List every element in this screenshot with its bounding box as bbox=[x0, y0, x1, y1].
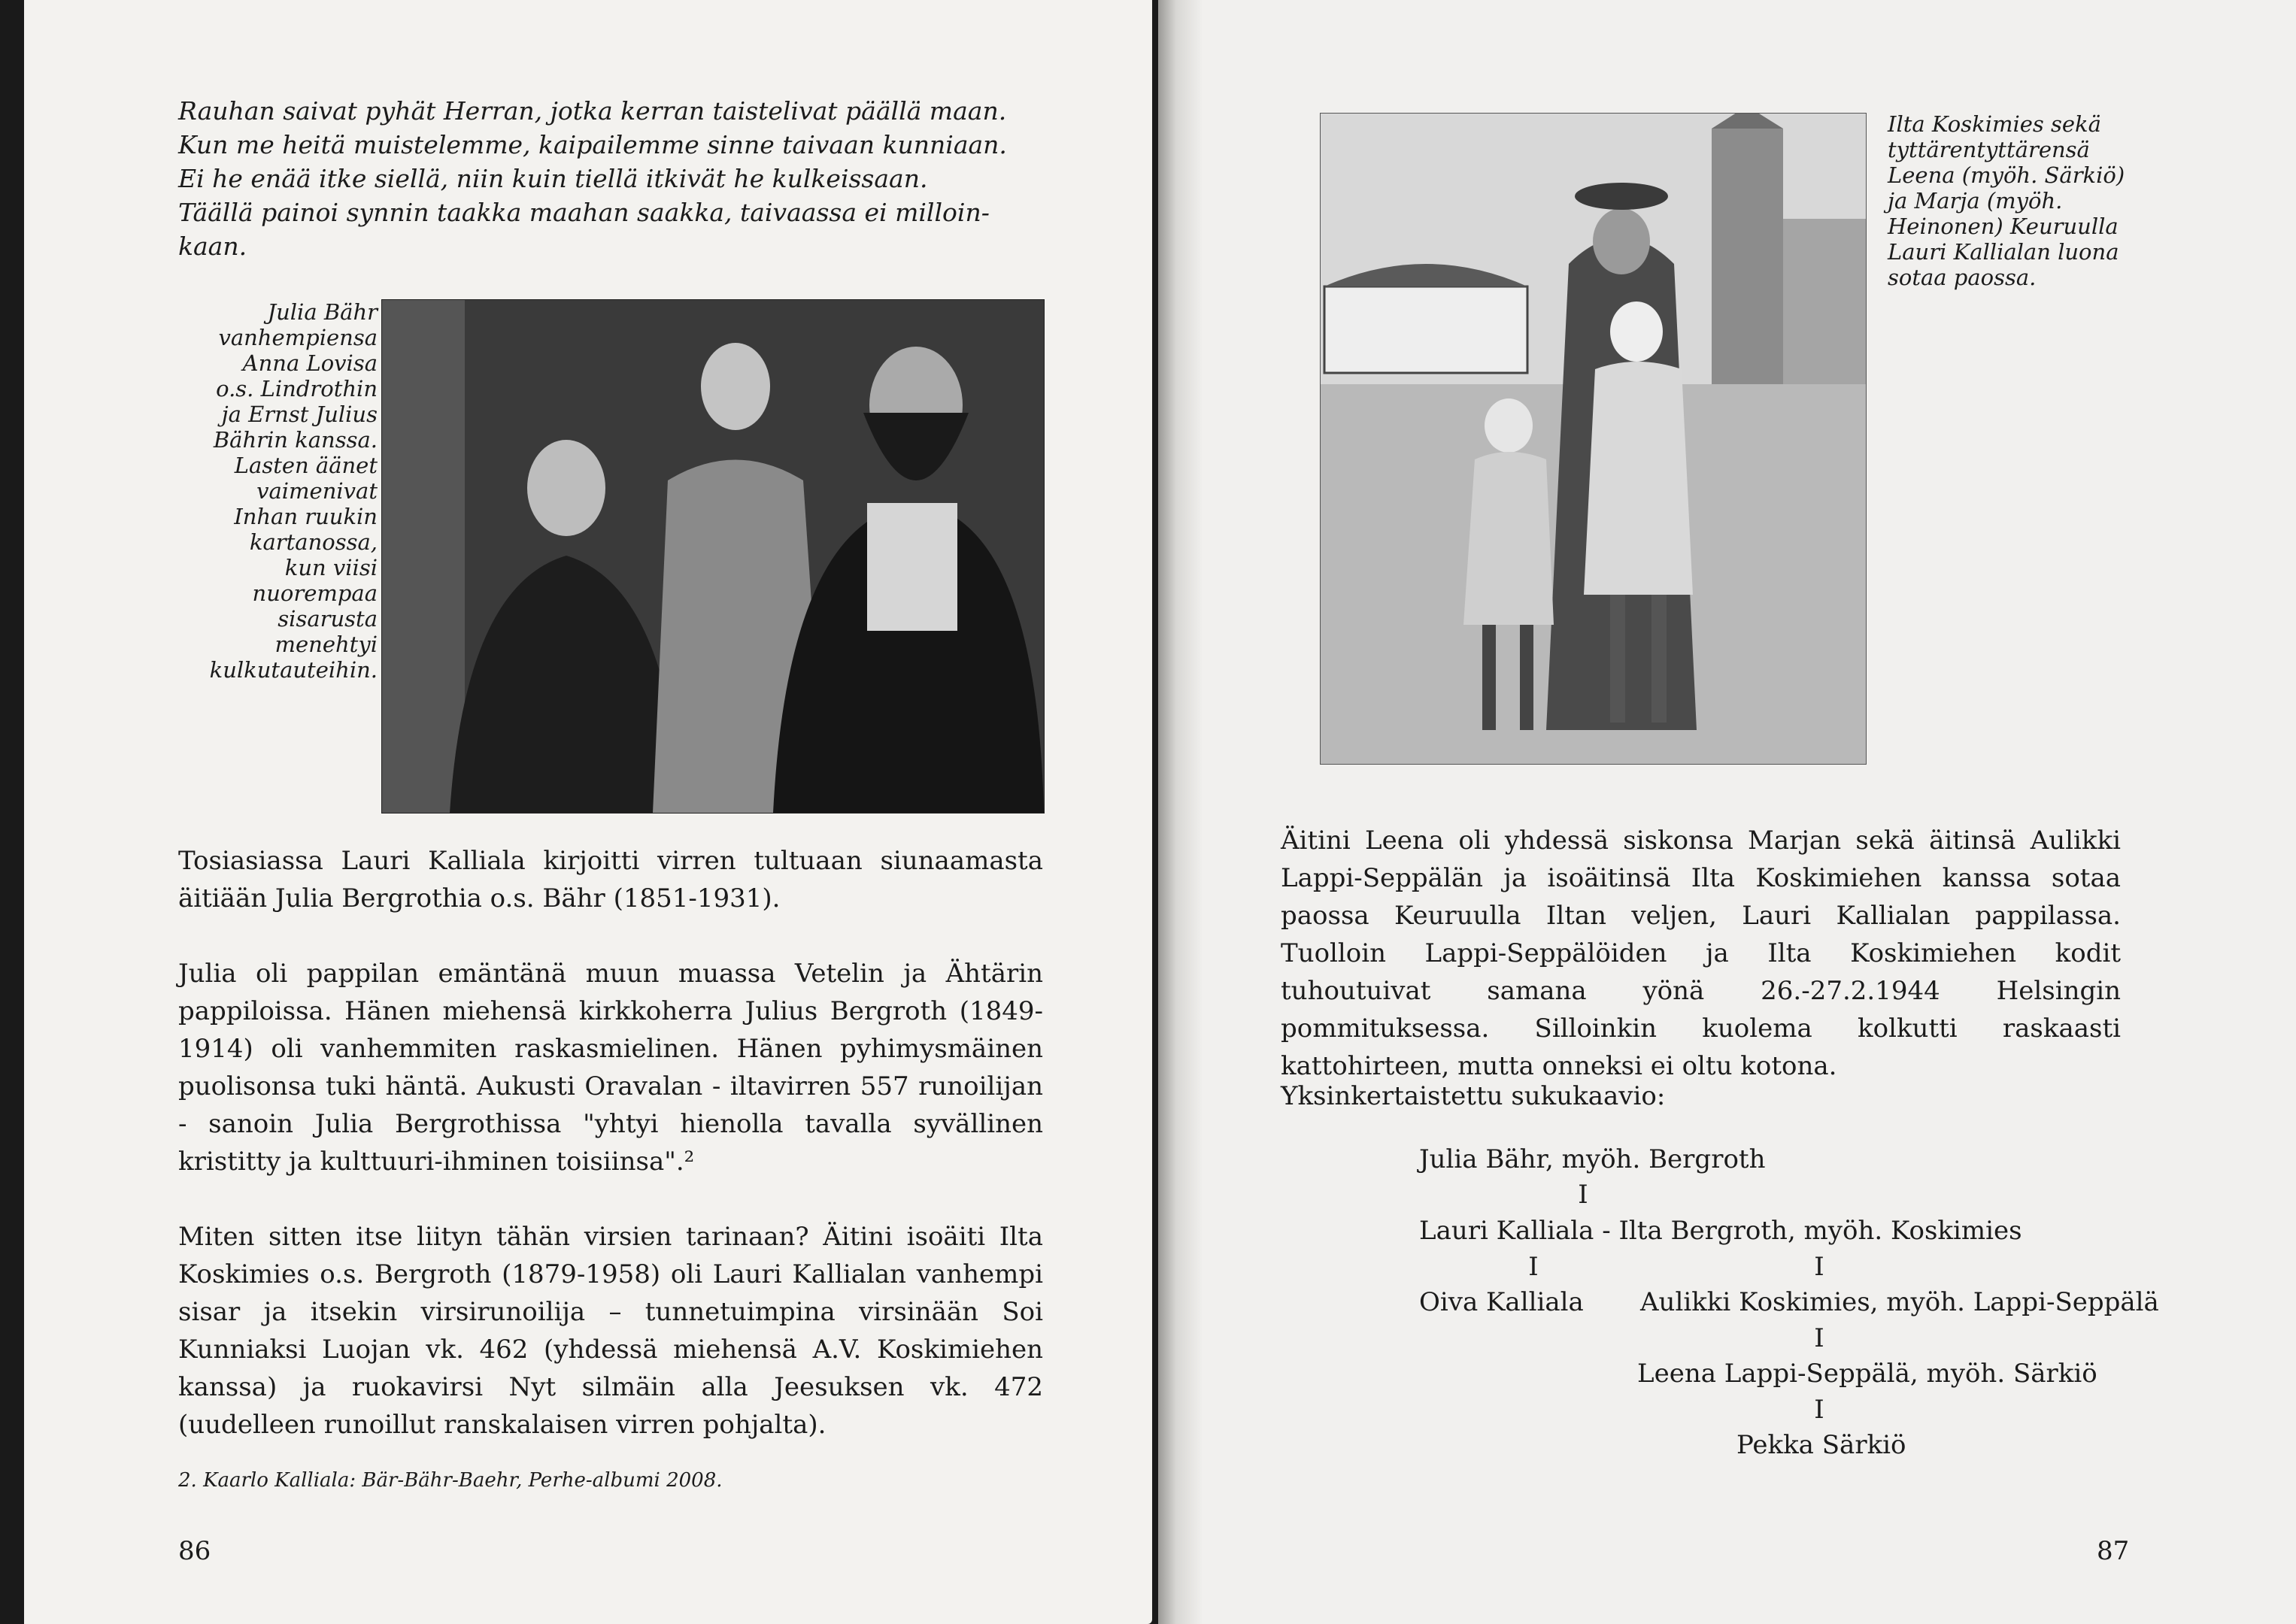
tree-connector: I bbox=[1578, 1180, 1588, 1210]
hymn-verse bbox=[178, 94, 1043, 263]
paragraph: Tosiasiassa Lauri Kalliala kirjoitti virren tultuaan siunaamasta äitiään Julia Bergrothia o.s. Bähr (1851-1931). bbox=[178, 846, 1043, 914]
right-page bbox=[1158, 0, 2296, 1624]
caption-line: Leena (myöh. Särkiö) bbox=[1888, 162, 2125, 188]
page-number: 87 bbox=[2097, 1536, 2130, 1566]
caption-line: Inhan ruukin bbox=[234, 504, 378, 529]
tree-connector: I bbox=[1528, 1252, 1539, 1282]
caption-line: nuorempaa bbox=[252, 580, 378, 606]
tree-gen5: Pekka Särkiö bbox=[1736, 1430, 1906, 1460]
verse-line: Ei he enää itke siellä, niin kuin tiellä itkivät he kulkeissaan. bbox=[178, 164, 928, 193]
caption-line: vaimenivat bbox=[256, 478, 378, 504]
left-body-text bbox=[178, 842, 1043, 1481]
tree-gen3-right: Aulikki Koskimies, myöh. Lappi-Seppälä bbox=[1640, 1287, 2159, 1317]
caption-line: vanhempiensa bbox=[218, 325, 378, 350]
caption-line: Ilta Koskimies sekä bbox=[1888, 111, 2101, 137]
paragraph: Äitini Leena oli yhdessä siskonsa Marjan sekä äitinsä Aulikki Lappi-Seppälän ja isoäitinsä Ilta Koskimiehen kanssa sotaa paossa Keuruulla Iltan veljen, Lauri Kallialan pappilassa. Tuolloin Lappi-Seppälöiden ja Ilta Koskimiehen kodit tuhoutuivat samana yönä 26.-27.2.1944 Helsingin pommituksessa. Silloinkin kuolema kolkutti raskaasti kattohirteen, mutta onneksi ei oltu kotona. bbox=[1281, 826, 2121, 1081]
tree-connector: I bbox=[1814, 1323, 1824, 1353]
caption-line: Julia Bähr bbox=[267, 299, 378, 325]
caption-line: Lasten äänet bbox=[234, 453, 378, 478]
verse-line: Täällä painoi synnin taakka maahan saakka, taivaassa ei milloin- bbox=[178, 198, 990, 227]
caption-line: ja Ernst Julius bbox=[221, 401, 378, 427]
caption-line: ja Marja (myöh. bbox=[1888, 188, 2063, 214]
verse-line: Rauhan saivat pyhät Herran, jotka kerran taistelivat päällä maan. bbox=[178, 96, 1007, 126]
page-number: 86 bbox=[178, 1536, 211, 1566]
caption-line: Anna Lovisa bbox=[242, 350, 378, 376]
footnote: 2. Kaarlo Kalliala: Bär-Bähr-Baehr, Perhe-albumi 2008. bbox=[178, 1469, 723, 1492]
tree-connector: I bbox=[1814, 1252, 1824, 1282]
tree-connector: I bbox=[1814, 1395, 1824, 1425]
verse-line: Kun me heitä muistelemme, kaipailemme sinne taivaan kunniaan. bbox=[178, 130, 1007, 159]
family-portrait-figures bbox=[382, 300, 1044, 813]
verse-line: kaan. bbox=[178, 232, 247, 261]
caption-line: kun viisi bbox=[284, 555, 378, 580]
paragraph: Miten sitten itse liityn tähän virsien tarinaan? Äitini isoäiti Ilta Koskimies o.s. Bergroth (1879-1958) oli Lauri Kallialan vanhempi sisar ja itsekin virsirunoilija – tunnetuimpina virsinään Soi Kunniaksi Luojan vk. 462 (yhdessä miehensä A.V. Koskimiehen kanssa) ja ruokavirsi Nyt silmäin alla Jeesuksen vk. 472 (uudelleen runoillut ranskalaisen virren pohjalta). bbox=[178, 1222, 1043, 1440]
tree-gen1: Julia Bähr, myöh. Bergroth bbox=[1419, 1144, 1766, 1174]
family-photo-caption bbox=[159, 299, 378, 683]
caption-line: tyttärentyttärensä bbox=[1888, 137, 2090, 162]
paragraph: Julia oli pappilan emäntänä muun muassa Vetelin ja Ähtärin pappiloissa. Hänen miehensä kirkkoherra Julius Bergroth (1849-1914) oli vanhemmiten raskasmielinen. Hänen pyhimysmäinen puolisonsa tuki häntä. Aukusti Oravalan - iltavirren 557 runoilijan - sanoin Julia Bergrothissa "yhtyi hienolla tavalla syvällinen kristitty ja kulttuuri-ihminen toisiinsa".² bbox=[178, 959, 1043, 1177]
caption-line: sisarusta bbox=[278, 606, 378, 632]
family-tree bbox=[1158, 0, 2296, 1624]
family-portrait-photo bbox=[381, 299, 1045, 814]
caption-line: menehtyi bbox=[274, 632, 378, 657]
family-tree-title: Yksinkertaistettu sukukaavio: bbox=[1281, 1081, 1666, 1111]
caption-line: Lauri Kallialan luona bbox=[1888, 239, 2119, 265]
tree-gen2: Lauri Kalliala - Ilta Bergroth, myöh. Koskimies bbox=[1419, 1216, 2022, 1246]
tree-gen4: Leena Lappi-Seppälä, myöh. Särkiö bbox=[1637, 1359, 2097, 1389]
caption-line: sotaa paossa. bbox=[1888, 265, 2037, 290]
caption-line: kulkutauteihin. bbox=[209, 657, 378, 683]
caption-line: kartanossa, bbox=[249, 529, 378, 555]
left-page bbox=[24, 0, 1152, 1624]
caption-line: Bährin kanssa. bbox=[213, 427, 378, 453]
tree-gen3-left: Oiva Kalliala bbox=[1419, 1287, 1584, 1317]
caption-line: o.s. Lindrothin bbox=[216, 376, 378, 401]
caption-line: Heinonen) Keuruulla bbox=[1888, 214, 2119, 239]
